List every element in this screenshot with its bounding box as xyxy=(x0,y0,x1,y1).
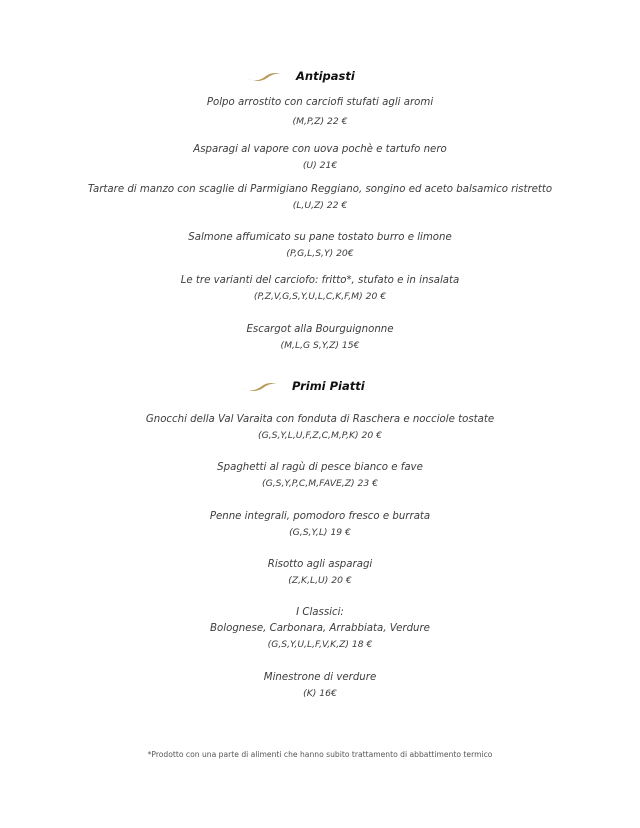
dish-allergens-price: (U) 21€ xyxy=(302,160,338,171)
dish-name: Penne integrali, pomodoro fresco e burrata xyxy=(209,511,431,522)
dish-subname: Bolognese, Carbonara, Arrabbiata, Verdure xyxy=(210,623,430,634)
dish-allergens-price: (Z,K,L,U) 20 € xyxy=(288,575,352,586)
section-title: Primi Piatti xyxy=(292,379,365,393)
dish-name: Tartare di manzo con scaglie di Parmigiano Reggiano, songino ed aceto balsamico ristretto xyxy=(87,184,553,195)
dish-allergens-price: (P,Z,V,G,S,Y,U,L,C,K,F,M) 20 € xyxy=(253,291,387,302)
dish-name: Escargot alla Bourguignonne xyxy=(246,324,394,335)
dish-allergens-price: (G,S,Y,L,U,F,Z,C,M,P,K) 20 € xyxy=(257,430,382,441)
section-header-antipasti xyxy=(246,69,355,83)
dish-name: Spaghetti al ragù di pesce bianco e fave xyxy=(217,462,423,473)
dish-name: Asparagi al vapore con uova pochè e tartufo nero xyxy=(193,144,447,155)
dish-allergens-price: (G,S,Y,P,C,M,FAVE,Z) 23 € xyxy=(262,478,378,489)
dish-name: Salmone affumicato su pane tostato burro e limone xyxy=(188,232,452,243)
dish-name: Minestrone di verdure xyxy=(263,672,377,683)
dish-allergens-price: (P,G,L,S,Y) 20€ xyxy=(286,248,354,259)
menu-item xyxy=(0,273,640,305)
dish-allergens-price: (G,S,Y,U,L,F,V,K,Z) 18 € xyxy=(267,639,373,650)
menu-item xyxy=(0,557,640,589)
dish-allergens-price: (M,P,Z) 22 € xyxy=(292,116,348,127)
dish-name: Le tre varianti del carciofo: fritto*, stufato e in insalata xyxy=(180,275,460,286)
menu-item xyxy=(0,142,640,174)
dish-allergens-price: (M,L,G S,Y,Z) 15€ xyxy=(280,340,360,351)
menu-item xyxy=(0,230,640,262)
dish-allergens-price: (L,U,Z) 22 € xyxy=(292,200,348,211)
menu-item xyxy=(0,182,640,214)
gold-flourish-icon xyxy=(246,69,282,83)
menu-item xyxy=(0,322,640,354)
dish-name: Gnocchi della Val Varaita con fonduta di Raschera e nocciole tostate xyxy=(145,414,495,425)
dish-name: Polpo arrostito con carciofi stufati agli aromi xyxy=(206,97,434,108)
menu-item xyxy=(0,605,640,653)
menu-item xyxy=(0,460,640,492)
dish-allergens-price: (K) 16€ xyxy=(303,688,337,699)
menu-item xyxy=(0,95,640,130)
dish-name: Risotto agli asparagi xyxy=(267,559,373,570)
menu-item xyxy=(0,509,640,541)
section-header-primi-piatti xyxy=(242,379,365,393)
menu-item xyxy=(0,412,640,444)
gold-flourish-icon xyxy=(242,379,278,393)
dish-name: I Classici: xyxy=(296,607,344,618)
section-title: Antipasti xyxy=(296,69,355,83)
footnote: *Prodotto con una parte di alimenti che hanno subito trattamento di abbattimento termico xyxy=(147,750,493,759)
dish-allergens-price: (G,S,Y,L) 19 € xyxy=(289,527,351,538)
menu-item xyxy=(0,670,640,702)
